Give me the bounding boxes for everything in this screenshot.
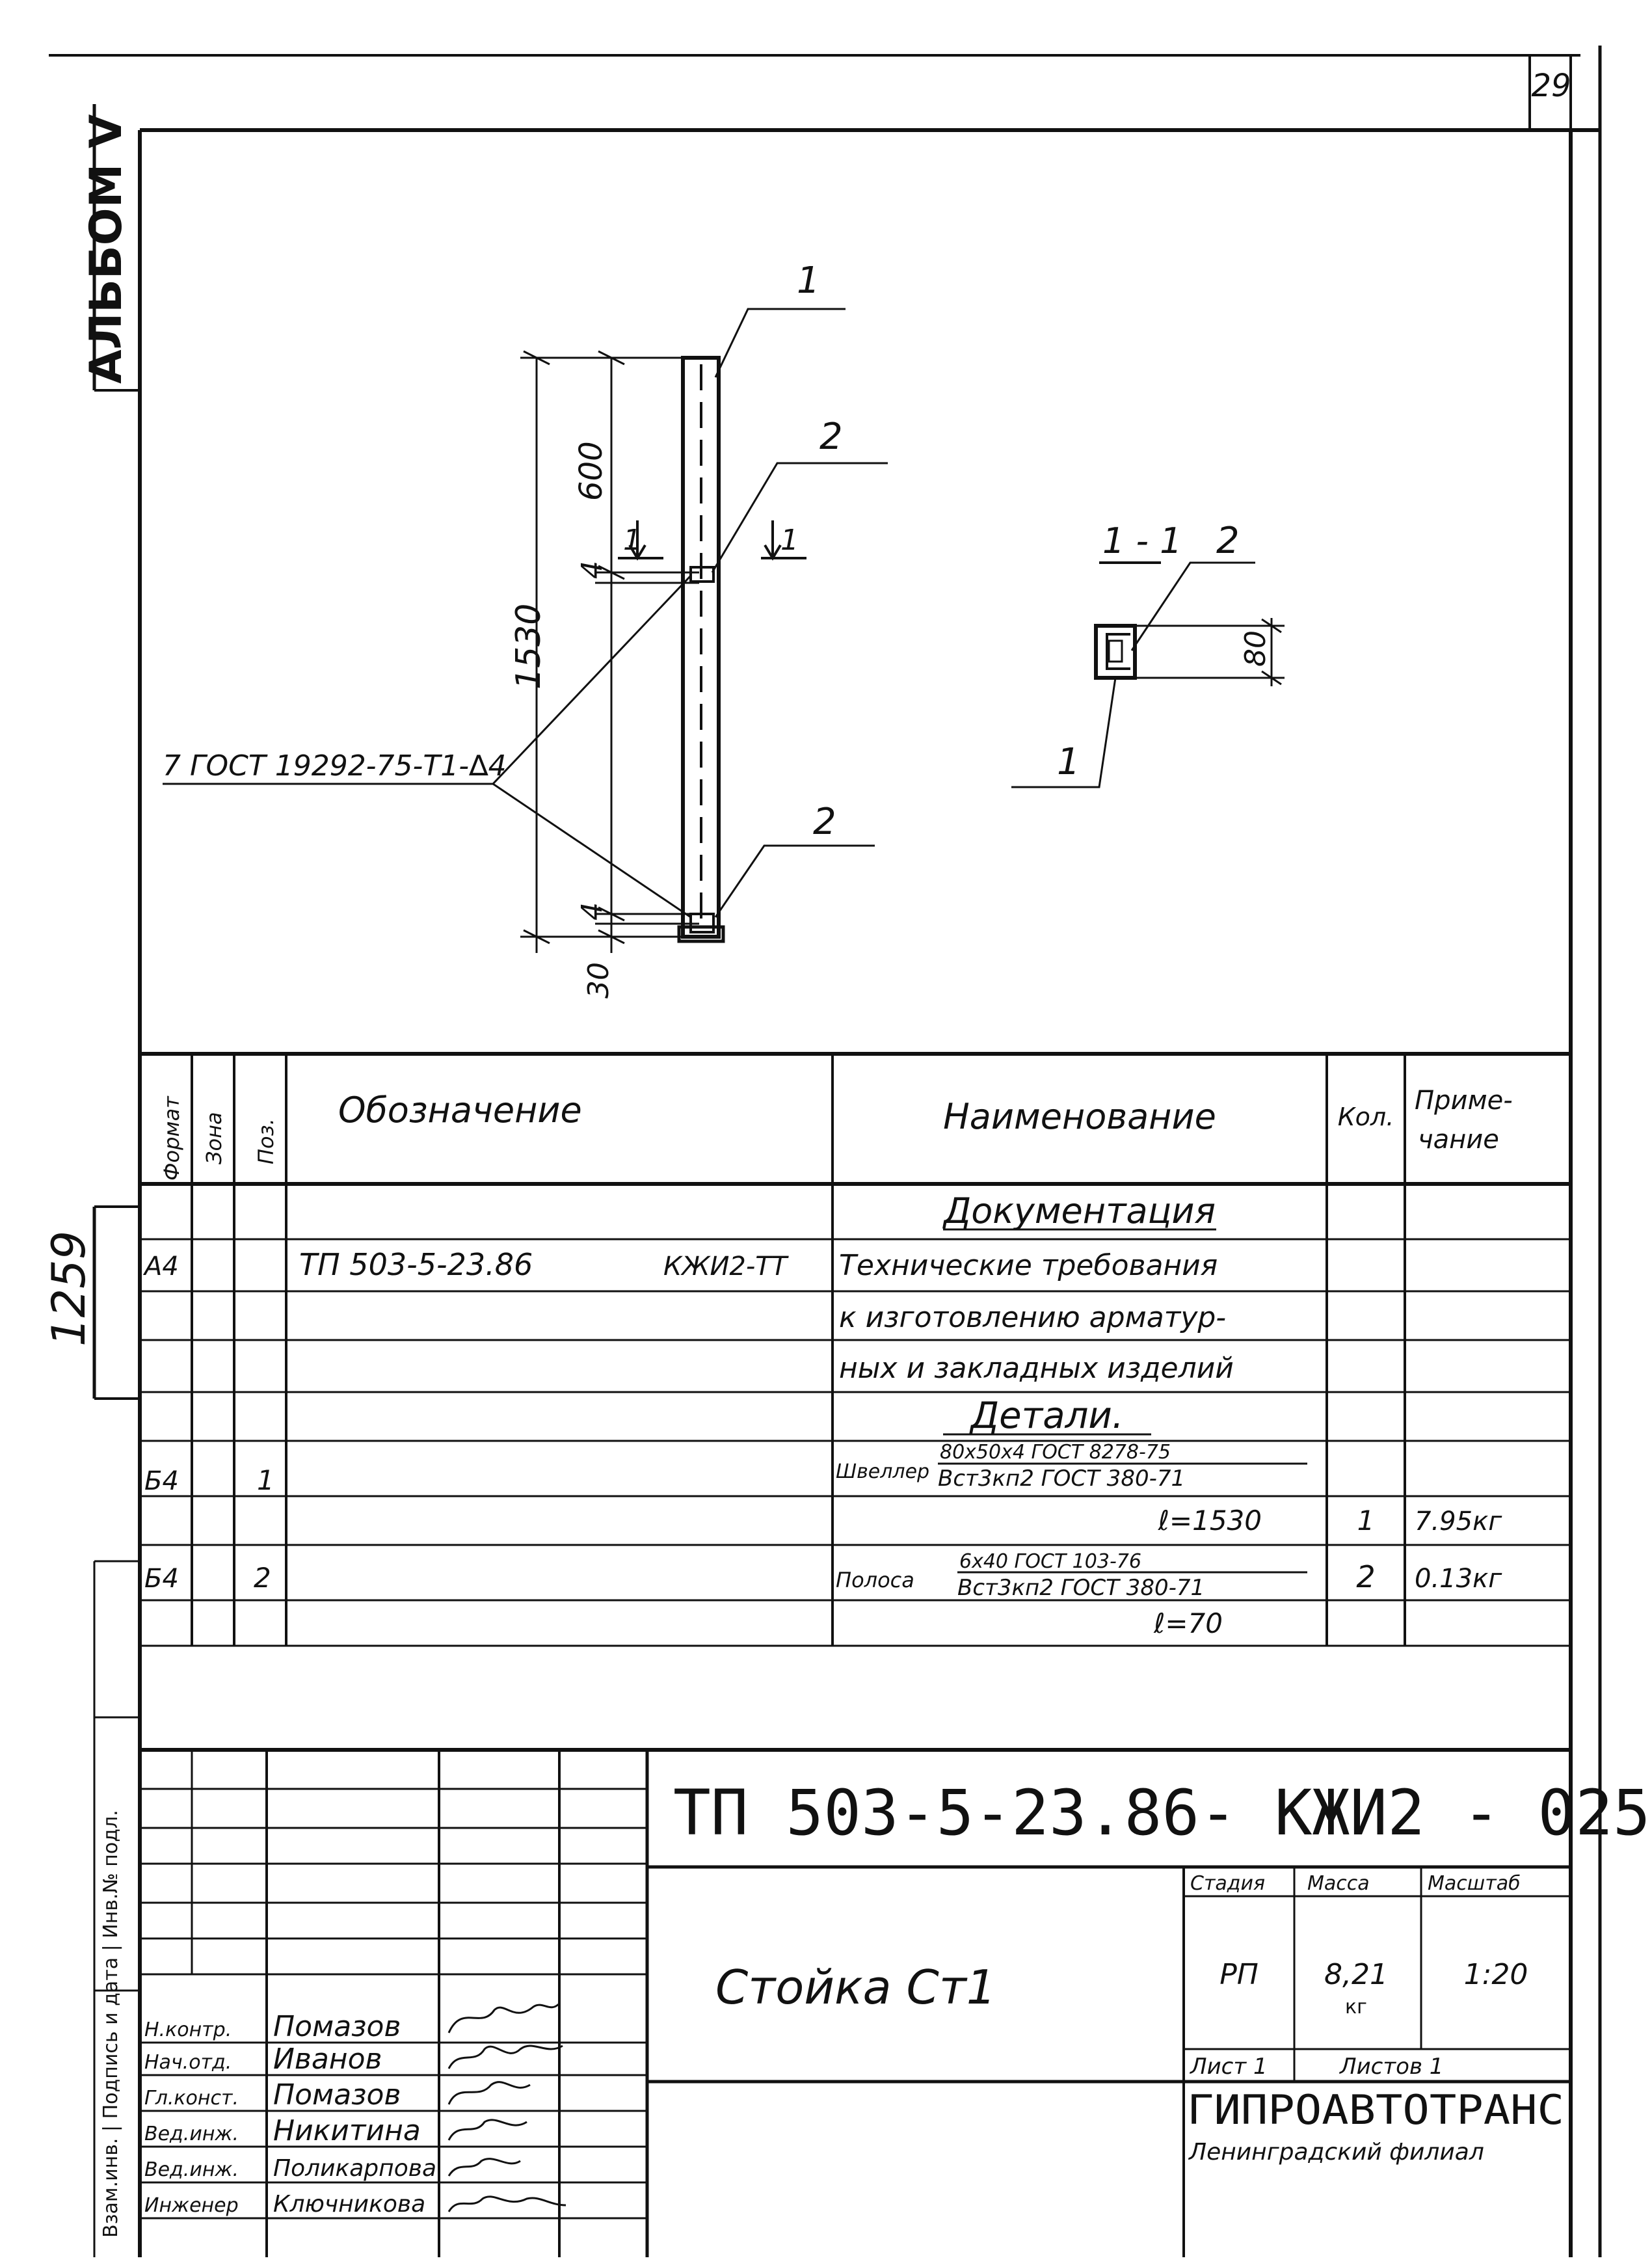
section-view (1011, 520, 1285, 787)
header-qty: Кол. (1337, 1103, 1394, 1131)
leader-2-top: 2 (819, 416, 843, 458)
drawing-title: Стойка Ст1 (715, 1960, 996, 2015)
scale-value: 1:20 (1463, 1958, 1528, 1991)
role-2: Нач.отд. (144, 2051, 232, 2074)
doc-code: КЖИ2-ТТ (663, 1252, 788, 1281)
inventory-number: 1259 (42, 1230, 96, 1347)
scale-label: Масштаб (1428, 1872, 1521, 1895)
dim-base: 30 (582, 962, 615, 999)
sheet-frame (49, 46, 1600, 2257)
mass-unit: кг (1345, 1996, 1367, 2019)
doc-name-3: ных и закладных изделий (839, 1352, 1234, 1385)
side-stamp: Взам.инв. | Подпись и дата | Инв.№ подл. (100, 1810, 122, 2238)
part2-spec-bottom: Вст3кп2 ГОСТ 380-71 (957, 1575, 1205, 1601)
org-branch: Ленинградский филиал (1189, 2139, 1484, 2166)
section-title: 1 - 1 (1102, 520, 1182, 561)
leader-2-bottom: 2 (813, 801, 836, 843)
base-plate (679, 927, 723, 941)
header-zone: Зона (202, 1112, 226, 1164)
role-4: Вед.инж. (144, 2123, 239, 2145)
header-designation: Обозначение (338, 1090, 582, 1131)
doc-name-1: Технические требования (839, 1249, 1218, 1282)
role-1: Н.контр. (144, 2019, 232, 2041)
section-mark-left: 1 (623, 524, 641, 557)
part1-note: 7.95кг (1415, 1507, 1502, 1536)
name-5: Поликарпова (273, 2155, 436, 2182)
part1-spec-bottom: Вст3кп2 ГОСТ 380-71 (938, 1466, 1186, 1492)
part2-note: 0.13кг (1415, 1564, 1502, 1594)
dim-gap-bottom: 4 (576, 902, 609, 920)
part1-prefix: Швеллер (836, 1460, 930, 1483)
doc-designation: ТП 503-5-23.86 (299, 1247, 533, 1282)
page-number: 29 (1531, 68, 1571, 104)
part2-prefix: Полоса (836, 1568, 914, 1592)
signature-1 (449, 2004, 559, 2033)
doc-name-2: к изготовлению арматур- (839, 1301, 1227, 1334)
section-parts: Детали. (970, 1395, 1124, 1437)
part2-length: ℓ=70 (1154, 1607, 1223, 1639)
name-3: Помазов (273, 2078, 401, 2112)
header-name: Наименование (943, 1096, 1216, 1137)
header-note-1: Приме- (1415, 1086, 1513, 1116)
signature-4 (449, 2120, 527, 2140)
part2-pos: 2 (254, 1562, 271, 1594)
dim-upper: 600 (573, 441, 609, 501)
role-3: Гл.конст. (144, 2087, 239, 2110)
part2-format: Б4 (144, 1564, 179, 1594)
mass-label: Масса (1307, 1872, 1370, 1895)
name-6: Ключникова (273, 2191, 426, 2218)
dim-section-height: 80 (1239, 630, 1272, 667)
part1-spec-top: 80х50х4 ГОСТ 8278-75 (940, 1441, 1171, 1464)
part1-format: Б4 (144, 1466, 179, 1496)
mass-value: 8,21 (1324, 1958, 1388, 1991)
album-label: АЛЬБОМ V (81, 114, 132, 384)
name-4: Никитина (273, 2114, 421, 2147)
spec-table (140, 1054, 1571, 1646)
stand-elevation (163, 260, 888, 999)
signature-3 (449, 2082, 530, 2104)
doc-code: ТП 503-5-23.86- КЖИ2 - 025 (673, 1777, 1651, 1849)
part1-qty: 1 (1357, 1505, 1375, 1536)
title-block (140, 1750, 1651, 2257)
signature-5 (449, 2159, 520, 2176)
section-mark-right: 1 (780, 524, 799, 557)
part2-spec-top: 6х40 ГОСТ 103-76 (959, 1550, 1141, 1573)
org-name: ГИПРОАВТОТРАНС (1187, 2086, 1564, 2134)
header-pos: Поз. (254, 1118, 278, 1164)
weld-note: 7 ГОСТ 19292-75-Т1-∆4 (163, 749, 507, 783)
name-1: Помазов (273, 2010, 401, 2043)
role-6: Инженер (144, 2194, 239, 2217)
stage-value: РП (1219, 1958, 1259, 1991)
sheet-label: Лист 1 (1190, 2054, 1268, 2080)
leader-1: 1 (797, 260, 820, 302)
dim-gap-top: 4 (576, 561, 609, 579)
name-2: Иванов (273, 2043, 382, 2076)
header-format: Формат (159, 1096, 184, 1181)
section-cut-left (618, 520, 663, 558)
section-leader-2: 2 (1216, 520, 1240, 562)
signature-2 (449, 2046, 563, 2069)
sheets-label: Листов 1 (1340, 2054, 1444, 2080)
doc-format: А4 (144, 1252, 179, 1281)
part1-pos: 1 (257, 1464, 274, 1496)
part2-qty: 2 (1356, 1559, 1376, 1594)
section-docs: Документация (944, 1190, 1216, 1231)
header-note-2: чание (1418, 1125, 1499, 1155)
stage-label: Стадия (1190, 1872, 1266, 1895)
section-leader-1: 1 (1057, 741, 1080, 783)
signature-6 (449, 2197, 566, 2212)
part1-length: ℓ=1530 (1158, 1505, 1262, 1536)
role-5: Вед.инж. (144, 2158, 239, 2181)
dim-overall: 1530 (509, 603, 548, 690)
section-cut-right (761, 520, 806, 558)
